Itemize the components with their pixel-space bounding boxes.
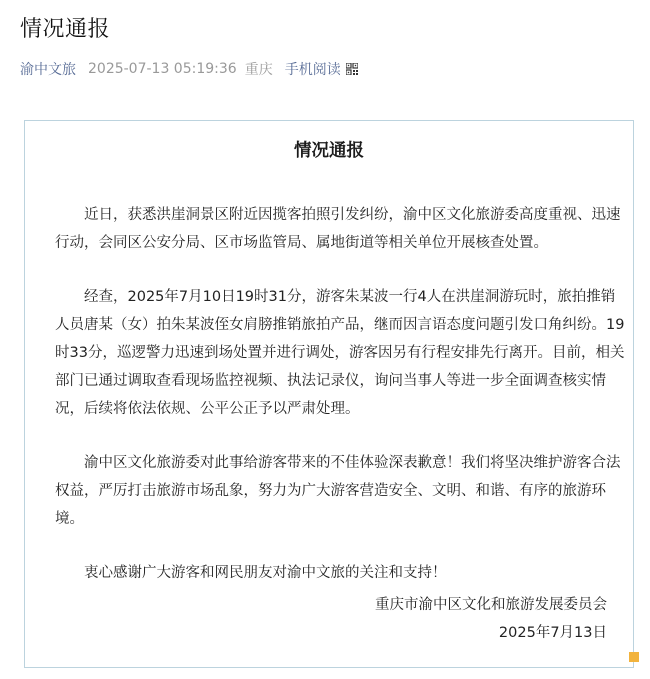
- notice-paragraph-4: 衷心感谢广大游客和网民朋友对渝中文旅的关注和支持！: [84, 565, 447, 581]
- notice-paragraph-2: 经查，2025年7月10日19时31分，游客朱某波一行4人在洪崖洞游玩时，旅拍推销人员唐某（女）拍朱某波侄女肩膀推销旅拍产品，继而因言语态度问题引发口角纠纷。19时33分，巡逻警力迅速到场处置并进行调处，游客因另有行程安排先行离开。目前，相关部门已通过调取查看现场监控视频、执法记录仪，询问当事人等进一步全面调查核实情况，后续将依法依规、公平公正予以严肃处理。: [55, 289, 625, 417]
- article-title: 情况通报: [20, 17, 111, 42]
- publish-location: 重庆: [244, 62, 273, 78]
- notice-body: [55, 201, 629, 613]
- notice-paragraph-1: 近日，获悉洪崖洞景区附近因揽客拍照引发纠纷，渝中区文化旅游委高度重视、迅速行动，会同区公安分局、区市场监管局、属地街道等相关单位开展核查处置。: [55, 207, 621, 251]
- notice-title: 情况通报: [294, 141, 364, 161]
- qr-code-icon-graphic: [346, 63, 358, 75]
- notice-paragraph-3: 渝中区文化旅游委对此事给游客带来的不佳体验深表歉意！我们将坚决维护游客合法权益，严厉打击旅游市场乱象，努力为广大游客营造安全、文明、和谐、有序的旅游环境。: [55, 455, 621, 527]
- author-link[interactable]: 渝中文旅: [20, 62, 76, 78]
- publish-date: 2025-07-13 05:19:36: [88, 61, 237, 77]
- corner-decoration: [629, 652, 639, 662]
- qr-code-icon[interactable]: [346, 63, 358, 75]
- signature-block: [375, 591, 607, 647]
- mobile-read-link[interactable]: 手机阅读: [284, 62, 341, 78]
- article-meta: [20, 58, 358, 80]
- notice-card: [24, 120, 634, 668]
- signature-org: 重庆市渝中区文化和旅游发展委员会: [375, 597, 607, 613]
- signature-date: 2025年7月13日: [498, 625, 607, 641]
